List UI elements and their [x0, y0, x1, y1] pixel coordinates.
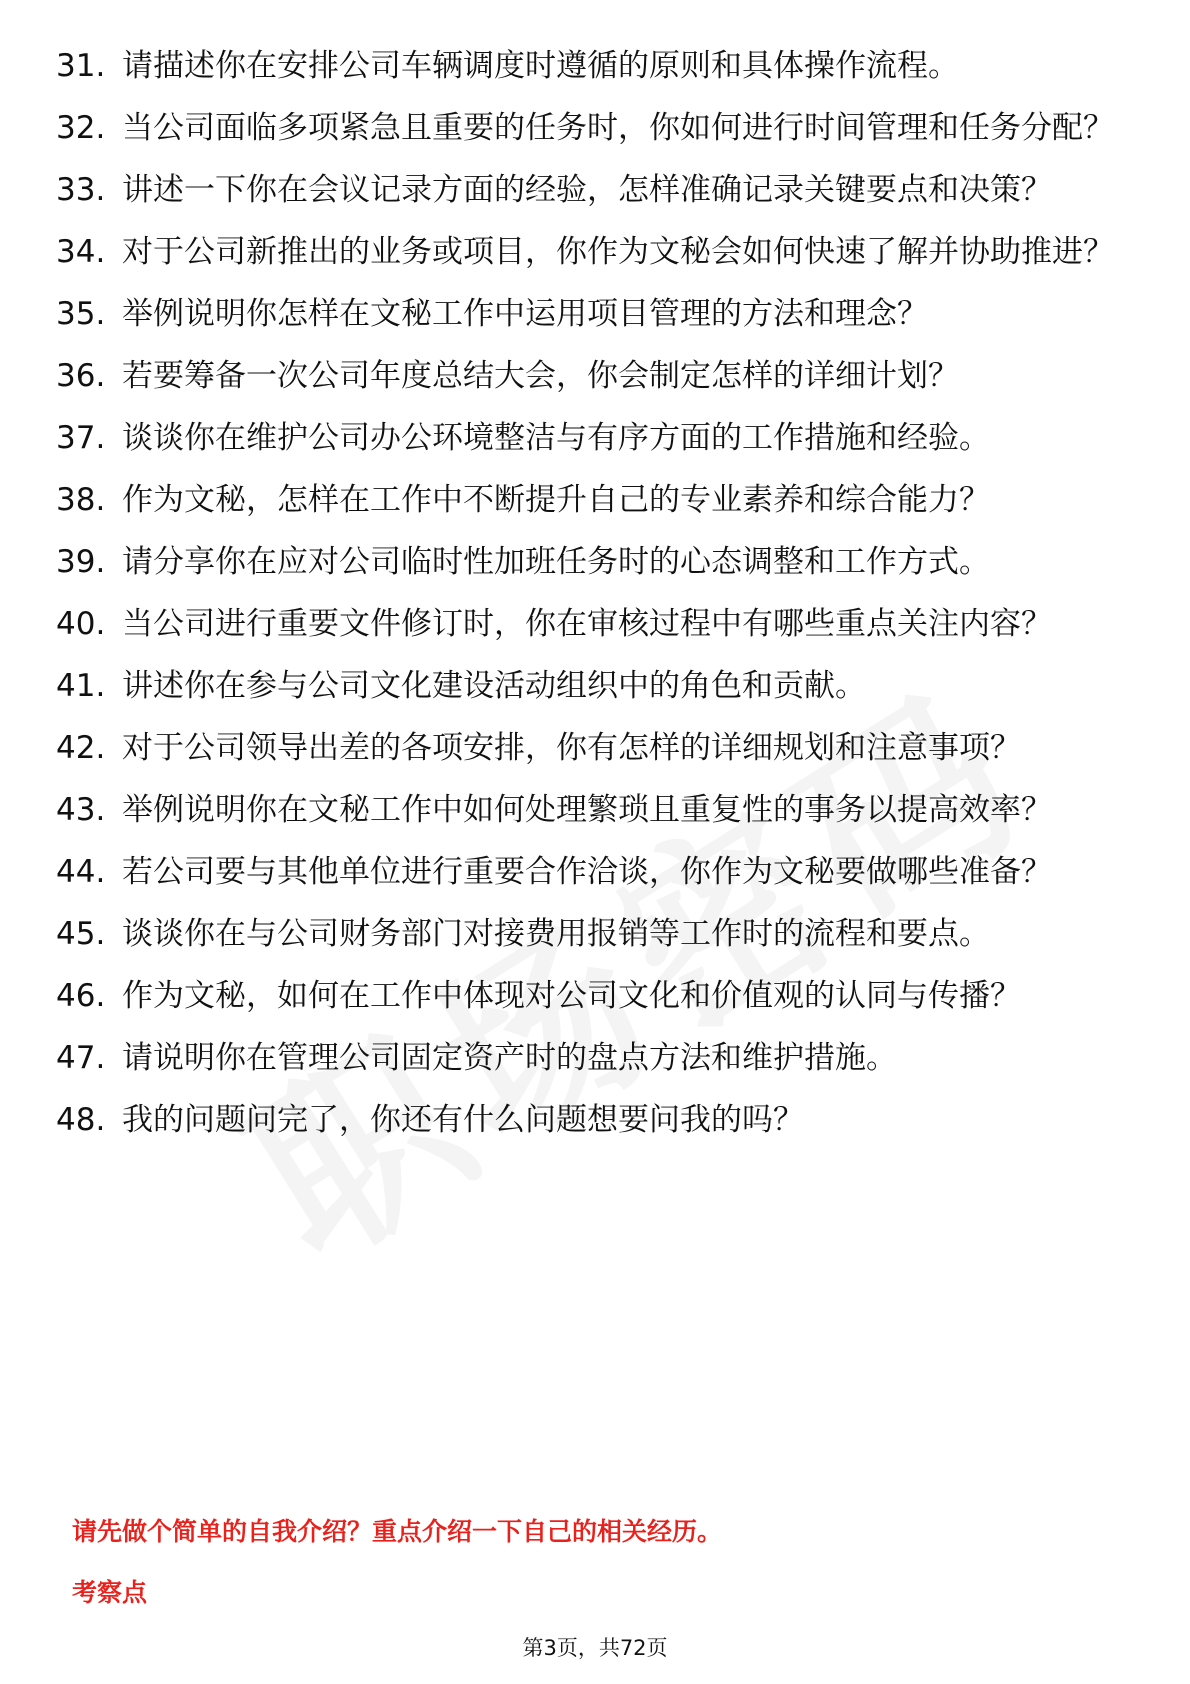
question-text: 若要筹备一次公司年度总结大会，你会制定怎样的详细计划？ [122, 358, 959, 394]
question-number: 42. [56, 730, 106, 766]
question-number: 44. [56, 854, 106, 890]
question-number: 38. [56, 482, 106, 518]
question-number: 33. [56, 172, 106, 208]
question-item [56, 294, 1126, 335]
question-item [56, 480, 1126, 521]
question-text: 讲述你在参与公司文化建设活动组织中的角色和贡献。 [122, 668, 866, 704]
question-item [56, 604, 1126, 645]
question-text: 作为文秘，怎样在工作中不断提升自己的专业素养和综合能力？ [122, 482, 990, 518]
question-number: 32. [56, 110, 106, 146]
question-number: 41. [56, 668, 106, 704]
question-item [56, 914, 1126, 955]
question-text: 我的问题问完了，你还有什么问题想要问我的吗？ [122, 1102, 804, 1138]
question-item [56, 666, 1126, 707]
question-item [56, 976, 1126, 1017]
question-item [56, 728, 1126, 769]
question-text: 当公司进行重要文件修订时，你在审核过程中有哪些重点关注内容？ [122, 606, 1052, 642]
question-list [56, 46, 1126, 1162]
question-item [56, 108, 1126, 149]
question-item [56, 542, 1126, 583]
question-text: 对于公司新推出的业务或项目，你作为文秘会如何快速了解并协助推进？ [122, 234, 1114, 270]
intro-question-heading: 请先做个简单的自我介绍？重点介绍一下自己的相关经历。 [72, 1517, 723, 1546]
question-number: 37. [56, 420, 106, 456]
question-item [56, 852, 1126, 893]
question-item [56, 1100, 1126, 1141]
question-number: 46. [56, 978, 106, 1014]
question-number: 40. [56, 606, 106, 642]
question-item [56, 232, 1126, 273]
question-text: 请分享你在应对公司临时性加班任务时的心态调整和工作方式。 [122, 544, 990, 580]
section-label: 考察点 [72, 1578, 148, 1607]
question-item [56, 790, 1126, 831]
question-number: 47. [56, 1040, 106, 1076]
question-number: 48. [56, 1102, 106, 1138]
question-number: 39. [56, 544, 106, 580]
question-text: 举例说明你怎样在文秘工作中运用项目管理的方法和理念？ [122, 296, 928, 332]
question-text: 作为文秘，如何在工作中体现对公司文化和价值观的认同与传播？ [122, 978, 1021, 1014]
question-number: 31. [56, 48, 106, 84]
question-text: 若公司要与其他单位进行重要合作洽谈，你作为文秘要做哪些准备？ [122, 854, 1052, 890]
question-number: 43. [56, 792, 106, 828]
question-number: 45. [56, 916, 106, 952]
question-text: 当公司面临多项紧急且重要的任务时，你如何进行时间管理和任务分配？ [122, 110, 1114, 146]
question-number: 36. [56, 358, 106, 394]
question-item [56, 356, 1126, 397]
question-number: 35. [56, 296, 106, 332]
question-text: 对于公司领导出差的各项安排，你有怎样的详细规划和注意事项？ [122, 730, 1021, 766]
question-text: 谈谈你在与公司财务部门对接费用报销等工作时的流程和要点。 [122, 916, 990, 952]
question-text: 谈谈你在维护公司办公环境整洁与有序方面的工作措施和经验。 [122, 420, 990, 456]
question-text: 请描述你在安排公司车辆调度时遵循的原则和具体操作流程。 [122, 48, 959, 84]
question-item [56, 46, 1126, 87]
question-number: 34. [56, 234, 106, 270]
question-item [56, 170, 1126, 211]
question-item [56, 418, 1126, 459]
page-number: 第3页，共72页 [522, 1636, 668, 1660]
question-text: 举例说明你在文秘工作中如何处理繁琐且重复性的事务以提高效率？ [122, 792, 1052, 828]
question-item [56, 1038, 1126, 1079]
question-text: 讲述一下你在会议记录方面的经验，怎样准确记录关键要点和决策？ [122, 172, 1052, 208]
question-text: 请说明你在管理公司固定资产时的盘点方法和维护措施。 [122, 1040, 897, 1076]
